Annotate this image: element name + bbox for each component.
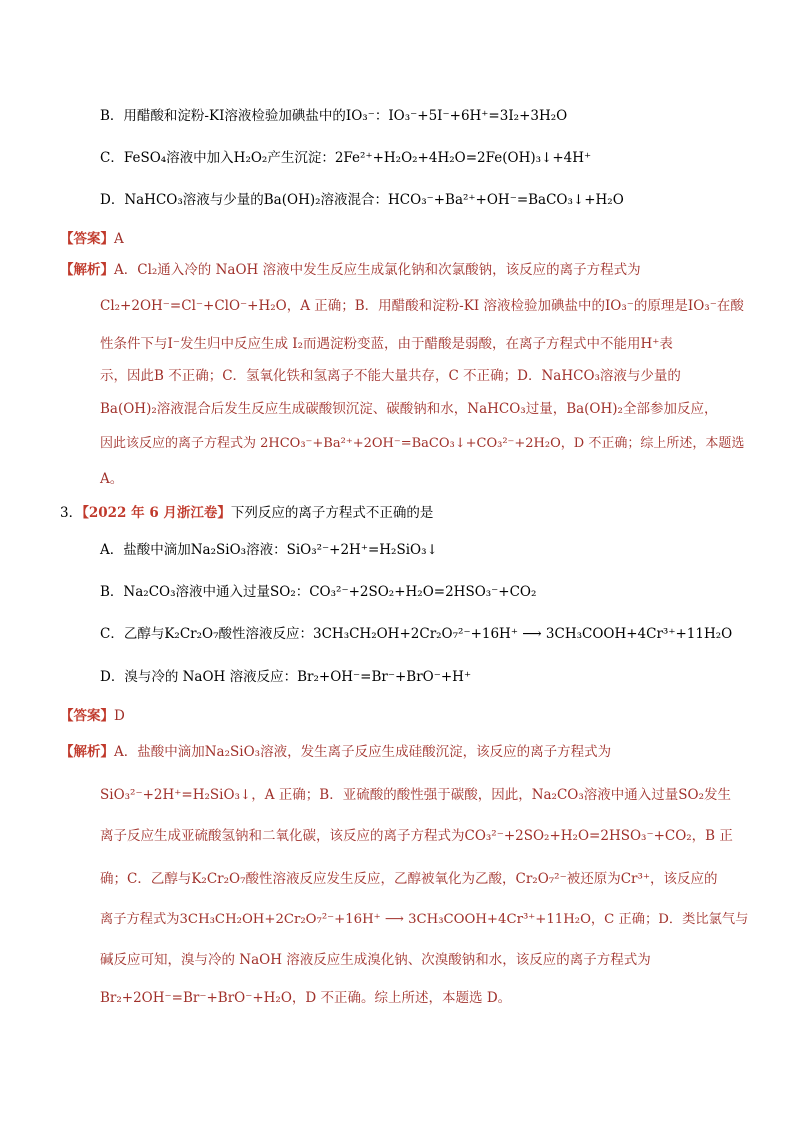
q3-answer bbox=[60, 706, 125, 726]
q3-option-d: D．溴与冷的 NaOH 溶液反应：Br₂+OH⁻=Br⁻+BrO⁻+H⁺ bbox=[100, 669, 472, 685]
q2-analysis-line-2: 性条件下与I⁻发生归中反应生成 I₂而遇淀粉变蓝，由于醋酸是弱酸，在离子方程式中不能用H⁺表 bbox=[100, 336, 673, 352]
q3-analysis-line-0: A．盐酸中滴加Na₂SiO₃溶液，发生离子反应生成硅酸沉淀，该反应的离子方程式为 bbox=[114, 744, 612, 760]
q3-analysis bbox=[60, 742, 611, 762]
q3-analysis-line-3: 确；C．乙醇与K₂Cr₂O₇酸性溶液反应发生反应，乙醇被氧化为乙酸，Cr₂O₇²⁻被还原为Cr³⁺，该反应的 bbox=[100, 871, 718, 887]
q3-header bbox=[60, 503, 433, 523]
q3-analysis-line-1: SiO₃²⁻+2H⁺=H₂SiO₃↓，A 正确；B．亚硫酸的酸性强于碳酸，因此，Na₂CO₃溶液中通入过量SO₂发生 bbox=[100, 787, 732, 803]
q3-option-b: B．Na₂CO₃溶液中通入过量SO₂：CO₃²⁻+2SO₂+H₂O=2HSO₃⁻+CO₂ bbox=[100, 584, 537, 600]
q3-analysis-line-2: 离子反应生成亚硫酸氢钠和二氧化碳，该反应的离子方程式为CO₃²⁻+2SO₂+H₂O=2HSO₃⁻+CO₂，B 正 bbox=[100, 828, 733, 844]
q2-analysis-line-0: A．Cl₂通入冷的 NaOH 溶液中发生反应生成氯化钠和次氯酸钠，该反应的离子方程式为 bbox=[114, 262, 641, 278]
q2-analysis-line-5: 因此该反应的离子方程式为 2HCO₃⁻+Ba²⁺+2OH⁻=BaCO₃↓+CO₃²⁻+2H₂O，D 不正确；综上所述，本题选 bbox=[100, 436, 745, 451]
q3-analysis-line-5: 碱反应可知，溴与冷的 NaOH 溶液反应生成溴化钠、次溴酸钠和水，该反应的离子方程式为 bbox=[100, 952, 651, 968]
q2-analysis-line-6: A。 bbox=[100, 471, 124, 487]
q2-analysis-line-4: Ba(OH)₂溶液混合后发生反应生成碳酸钡沉淀、碳酸钠和水，NaHCO₃过量，Ba(OH)₂全部参加反应， bbox=[100, 401, 718, 417]
q2-analysis-line-1: Cl₂+2OH⁻=Cl⁻+ClO⁻+H₂O，A 正确；B．用醋酸和淀粉-KI 溶液检验加碘盐中的IO₃⁻的原理是IO₃⁻在酸 bbox=[100, 298, 744, 314]
q2-answer-value: A bbox=[114, 231, 124, 247]
q3-answer-label: 【答案】 bbox=[60, 708, 114, 724]
q3-analysis-label: 【解析】 bbox=[60, 744, 114, 760]
q2-option-b: B．用醋酸和淀粉-KI溶液检验加碘盐中的IO₃⁻：IO₃⁻+5I⁻+6H⁺=3I₂+3H₂O bbox=[100, 108, 568, 124]
q3-analysis-line-4: 离子方程式为3CH₃CH₂OH+2Cr₂O₇²⁻+16H⁺ ⟶ 3CH₃COOH+4Cr³⁺+11H₂O，C 正确；D．类比氯气与 bbox=[100, 912, 749, 927]
q2-analysis-line-3: 示，因此B 不正确；C．氢氧化铁和氢离子不能大量共存，C 不正确；D．NaHCO₃溶液与少量的 bbox=[100, 368, 681, 384]
q3-answer-value: D bbox=[114, 708, 125, 724]
q3-number: 3． bbox=[60, 505, 83, 521]
q2-answer bbox=[60, 229, 124, 249]
q3-option-a: A．盐酸中滴加Na₂SiO₃溶液：SiO₃²⁻+2H⁺=H₂SiO₃↓ bbox=[100, 542, 438, 558]
q2-option-c: C．FeSO₄溶液中加入H₂O₂产生沉淀：2Fe²⁺+H₂O₂+4H₂O=2Fe(OH)₃↓+4H⁺ bbox=[100, 150, 592, 166]
q3-analysis-line-6: Br₂+2OH⁻=Br⁻+BrO⁻+H₂O，D 不正确。综上所述，本题选 D。 bbox=[100, 990, 512, 1006]
q3-source: 【2022 年 6 月浙江卷】 bbox=[82, 505, 231, 521]
q3-option-c: C．乙醇与K₂Cr₂O₇酸性溶液反应：3CH₃CH₂OH+2Cr₂O₇²⁻+16H⁺ ⟶ 3CH₃COOH+4Cr³⁺+11H₂O bbox=[100, 626, 733, 642]
q2-answer-label: 【答案】 bbox=[60, 231, 114, 247]
q2-analysis-label: 【解析】 bbox=[60, 262, 114, 278]
q3-stem: 下列反应的离子方程式不正确的是 bbox=[230, 505, 434, 521]
q2-analysis bbox=[60, 260, 641, 280]
q2-option-d: D．NaHCO₃溶液与少量的Ba(OH)₂溶液混合：HCO₃⁻+Ba²⁺+OH⁻=BaCO₃↓+H₂O bbox=[100, 192, 624, 208]
